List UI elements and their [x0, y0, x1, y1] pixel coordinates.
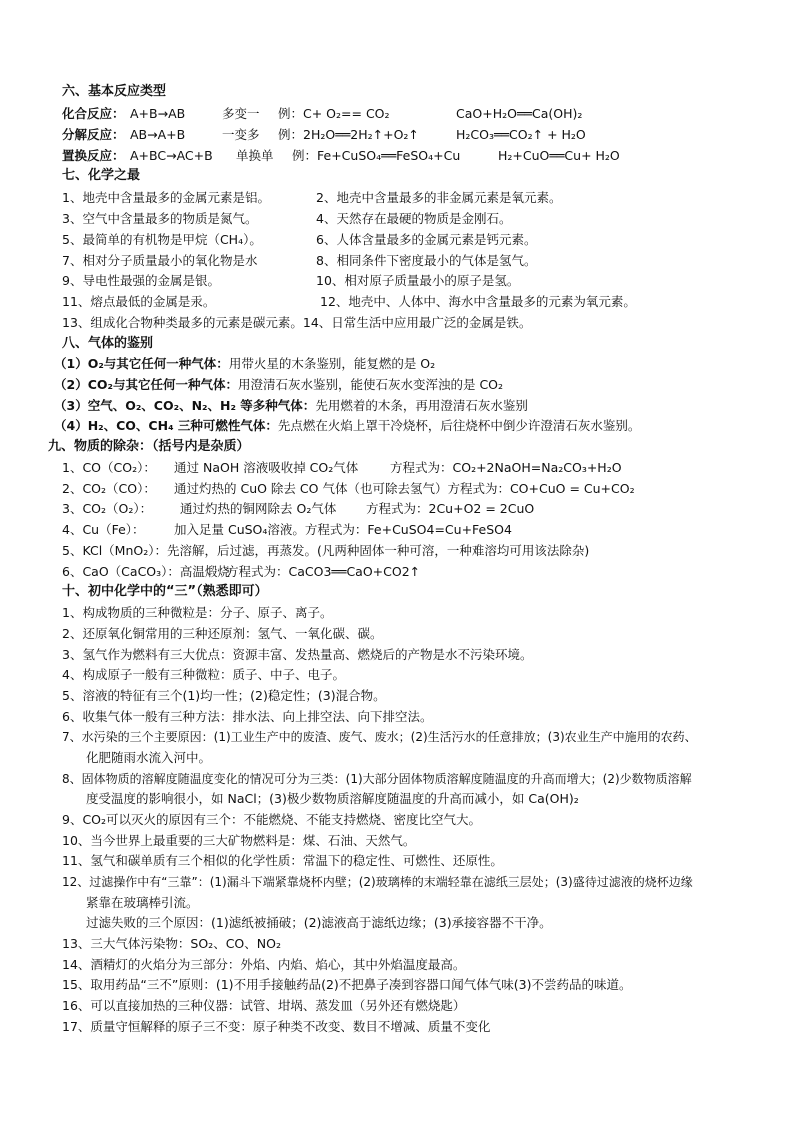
three-facts-item: 4、构成原子一般有三种微粒：质子、中子、电子。 [62, 667, 345, 682]
reaction-example-2: H₂+CuO══Cu+ H₂O [498, 148, 620, 163]
impurity-equation: 方程式为：CaCO3══CaO+CO2↑ [226, 564, 421, 579]
three-facts-item-cont: 度受温度的影响很小，如 NaCl；(3)极少数物质溶解度随温度的升高而减小，如 Ca(OH)₂ [86, 791, 579, 806]
three-facts-item: 15、取用药品“三不”原则：(1)不用手接触药品(2)不把鼻子凑到容器口闻气体气味(3)不尝药品的味道。 [62, 977, 632, 992]
section-8-title: 八、气体的鉴别 [62, 336, 154, 351]
impurity-pair: 3、CO₂（O₂）： [62, 501, 153, 516]
superlative-item: 2、地壳中含量最多的非金属元素是氧元素。 [316, 190, 562, 205]
superlative-item: 7、相对分子质量最小的氧化物是水 [62, 253, 258, 268]
reaction-form: A+BC→AC+B [130, 148, 213, 163]
superlative-item: 11、熔点最低的金属是汞。 [62, 294, 216, 309]
reaction-example-2: CaO+H₂O══Ca(OH)₂ [456, 106, 583, 121]
impurity-equation: 方程式为：2Cu+O2 = 2CuO [366, 501, 535, 516]
three-facts-item: 12、过滤操作中有“三靠”：(1)漏斗下端紧靠烧杯内壁；(2)玻璃棒的末端轻靠在滤纸三层处；(3)盛待过滤液的烧杯边缘 [62, 875, 693, 889]
reaction-label: 置换反应： [62, 148, 125, 163]
impurity-method: 加入足量 CuSO₄溶液。方程式为：Fe+CuSO4=Cu+FeSO4 [174, 522, 512, 537]
reaction-example: 例：C+ O₂== CO₂ [278, 106, 390, 121]
gas-method: 用澄清石灰水鉴别，能使石灰水变浑浊的是 CO₂ [237, 377, 504, 392]
three-facts-item: 6、收集气体一般有三种方法：排水法、向上排空法、向下排空法。 [62, 709, 433, 724]
section-9-title: 九、物质的除杂：（括号内是杂质） [48, 439, 250, 454]
superlative-item: 13、组成化合物种类最多的元素是碳元素。14、日常生活中应用最广泛的金属是铁。 [62, 315, 532, 330]
three-facts-item-cont: 过滤失败的三个原因：(1)滤纸被捅破；(2)滤液高于滤纸边缘；(3)承接容器不干净。 [86, 915, 552, 930]
reaction-example: 例：2H₂O══2H₂↑+O₂↑ [278, 127, 419, 142]
superlative-item: 12、地壳中、人体中、海水中含量最多的元素为氧元素。 [320, 294, 636, 309]
three-facts-item: 14、酒精灯的火焰分为三部分：外焰、内焰、焰心，其中外焰温度最高。 [62, 957, 466, 972]
impurity-method: 通过灼热的 CuO 除去 CO 气体（也可除去氢气）方程式为：CO+CuO = Cu+CO₂ [174, 481, 635, 496]
reaction-desc: 一变多 [222, 127, 260, 142]
three-facts-item: 10、当今世界上最重要的三大矿物燃料是：煤、石油、天然气。 [62, 833, 416, 848]
gas-case: （4）H₂、CO、CH₄ 三种可燃性气体： [54, 418, 278, 433]
three-facts-item: 9、CO₂可以灭火的原因有三个：不能燃烧、不能支持燃烧、密度比空气大。 [62, 812, 482, 827]
superlative-item: 1、地壳中含量最多的金属元素是铝。 [62, 190, 270, 205]
three-facts-item: 3、氢气作为燃料有三大优点：资源丰富、发热量高、燃烧后的产物是水不污染环境。 [62, 647, 533, 662]
three-facts-item-cont: 紧靠在玻璃棒引流。 [86, 895, 199, 910]
three-facts-item: 5、溶液的特征有三个(1)均一性；(2)稳定性；(3)混合物。 [62, 688, 386, 703]
impurity-pair: 1、CO（CO₂）： [62, 460, 156, 475]
three-facts-item: 8、固体物质的溶解度随温度变化的情况可分为三类：(1)大部分固体物质溶解度随温度的升高而增大；(2)少数物质溶解 [62, 772, 692, 786]
impurity-pair: 4、Cu（Fe）： [62, 522, 145, 537]
section-7-title: 七、化学之最 [62, 168, 141, 183]
impurity-method: 5、KCl（MnO₂）：先溶解，后过滤，再蒸发。(凡两种固体一种可溶，一种难溶均可用该法除杂) [62, 543, 590, 558]
gas-method: 先用燃着的木条，再用澄清石灰水鉴别 [315, 398, 528, 413]
section-10-title: 十、初中化学中的“三”（熟悉即可） [62, 584, 268, 599]
three-facts-item: 1、构成物质的三种微粒是：分子、原子、离子。 [62, 605, 333, 620]
superlative-item: 6、人体含量最多的金属元素是钙元素。 [316, 232, 537, 247]
superlative-item: 8、相同条件下密度最小的气体是氢气。 [316, 253, 537, 268]
three-facts-item: 16、可以直接加热的三种仪器：试管、坩埚、蒸发皿（另外还有燃烧匙） [62, 998, 466, 1013]
superlative-item: 9、导电性最强的金属是银。 [62, 273, 220, 288]
reaction-example: 例：Fe+CuSO₄══FeSO₄+Cu [292, 148, 461, 163]
three-facts-item: 17、质量守恒解释的原子三不变：原子种类不改变、数目不增减、质量不变化 [62, 1019, 491, 1034]
gas-identification-row [54, 375, 503, 395]
gas-method: 用带火星的木条鉴别，能复燃的是 O₂ [228, 356, 436, 371]
superlative-item: 4、天然存在最硬的物质是金刚石。 [316, 211, 512, 226]
gas-identification-row [54, 354, 435, 374]
gas-case: （1）O₂与其它任何一种气体： [54, 356, 229, 371]
impurity-pair: 6、CaO（CaCO₃）：高温煅烧 [62, 564, 230, 579]
superlative-item: 5、最简单的有机物是甲烷（CH₄）。 [62, 232, 262, 247]
reaction-form: A+B→AB [130, 106, 186, 121]
reaction-label: 分解反应： [62, 127, 125, 142]
reaction-desc: 单换单 [236, 148, 274, 163]
three-facts-item: 2、还原氧化铜常用的三种还原剂：氢气、一氧化碳、碳。 [62, 626, 383, 641]
reaction-label: 化合反应： [62, 106, 125, 121]
superlative-item: 3、空气中含量最多的物质是氮气。 [62, 211, 258, 226]
gas-identification-row [54, 416, 640, 436]
gas-case: （2）CO₂与其它任何一种气体： [54, 377, 238, 392]
impurity-method: 通过 NaOH 溶液吸收掉 CO₂气体 [174, 460, 359, 475]
section-6-title: 六、基本反应类型 [62, 84, 167, 99]
impurity-pair: 2、CO₂（CO）： [62, 481, 156, 496]
impurity-equation: 方程式为：CO₂+2NaOH=Na₂CO₃+H₂O [390, 460, 622, 475]
superlative-item: 10、相对原子质量最小的原子是氢。 [316, 273, 520, 288]
three-facts-item: 7、水污染的三个主要原因：(1)工业生产中的废渣、废气、废水；(2)生活污水的任意排放；(3)农业生产中施用的农药、 [62, 730, 697, 744]
gas-identification-row [54, 396, 528, 416]
three-facts-item: 11、氢气和碳单质有三个相似的化学性质：常温下的稳定性、可燃性、还原性。 [62, 853, 503, 868]
reaction-example-2: H₂CO₃══CO₂↑ + H₂O [456, 127, 586, 142]
three-facts-item-cont: 化肥随雨水流入河中。 [86, 750, 212, 765]
reaction-form: AB→A+B [130, 127, 186, 142]
three-facts-item: 13、三大气体污染物：SO₂、CO、NO₂ [62, 936, 281, 951]
gas-method: 先点燃在火焰上罩干冷烧杯，后往烧杯中倒少许澄清石灰水鉴别。 [277, 418, 641, 433]
impurity-method: 通过灼热的铜网除去 O₂气体 [180, 501, 337, 516]
reaction-desc: 多变一 [222, 106, 260, 121]
gas-case: （3）空气、O₂、CO₂、N₂、H₂ 等多种气体： [54, 398, 316, 413]
